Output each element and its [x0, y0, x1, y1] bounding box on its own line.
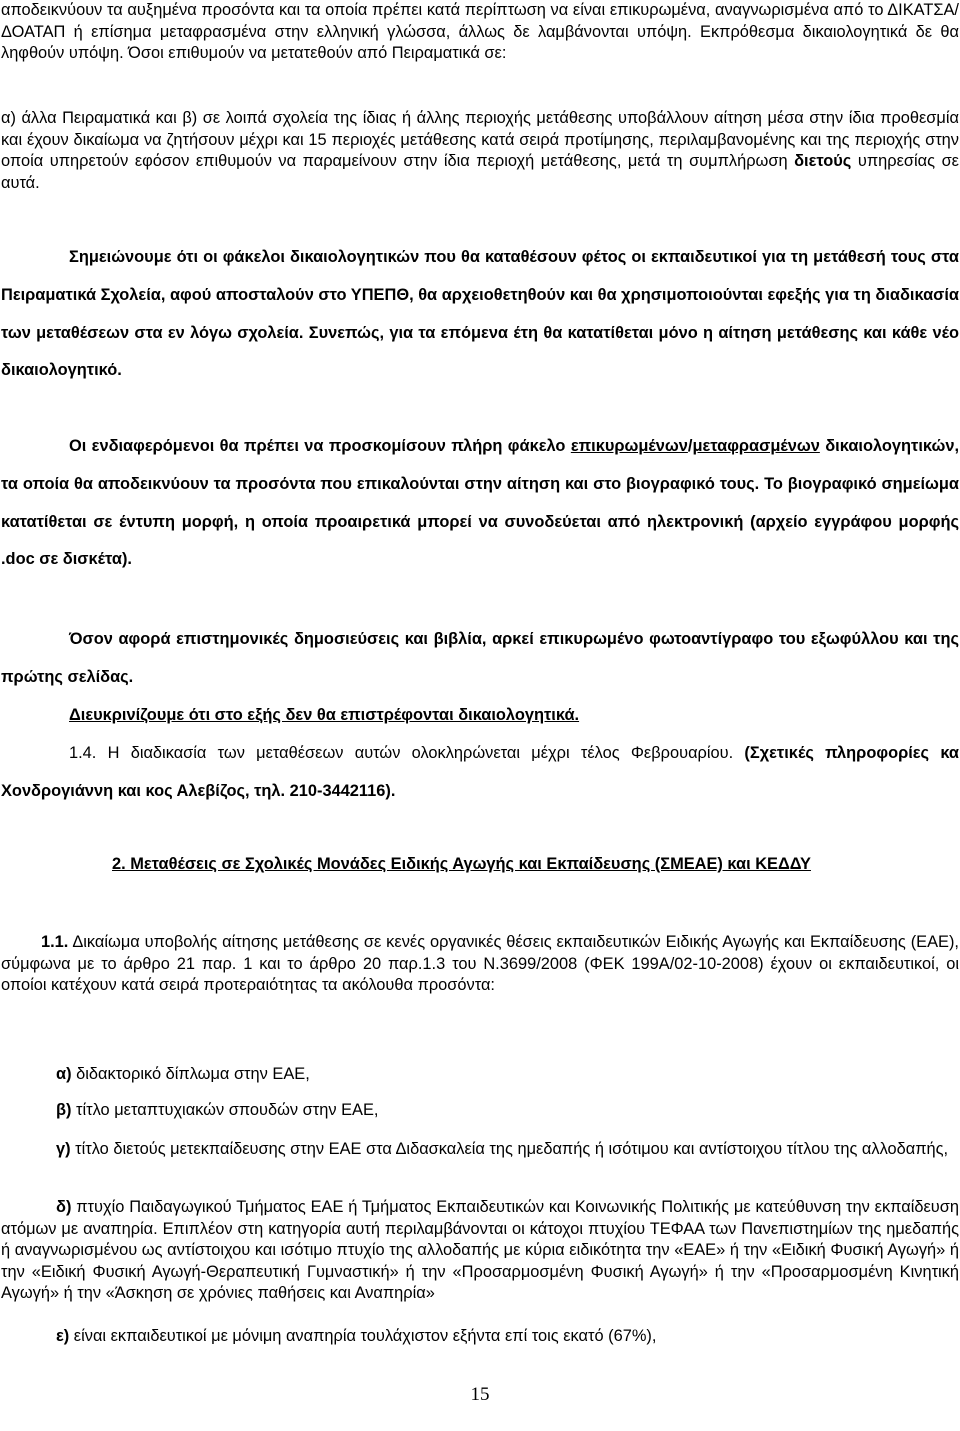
underlined-certified: επικυρωμένων	[570, 437, 688, 455]
list-item: ε) είναι εκπαιδευτικοί με μόνιμη αναπηρία τουλάχιστον εξήντα επί τοις εκατό (67%),	[56, 1327, 657, 1345]
list-item: δ) πτυχίο Παιδαγωγικού Τμήματος ΕΑΕ ή Τμήματος Εκπαιδευτικών και Κοινωνικής Πολιτικής με κατεύθυνση την εκπαίδευση ατόμων με αναπηρία. Επιπλέον στη κατηγορία αυτή περιλαμβάνονται οι κάτοχοι πτυχίου ΤΕΦΑΑ των Πανεπιστημίων της ημεδαπής ή αναγνωρισμένου ως αντίστοιχου και ισότιμο πτυχίο της αλλοδαπής με κύρια ειδικότητα την «ΕΑΕ» ή την «Ειδική Φυσική Αγωγή» ή την «Ειδική Φυσική Αγωγή-Θεραπευτική Γυμναστική» ή την «Προσαρμοσμένη Φυσική Αγωγή» ή την «Προσαρμοσμένη Κινητική Αγωγή» ή την «Άσκηση σε χρόνιες παθήσεις και Αναπηρία»	[1, 1198, 959, 1303]
paragraph-full-file: Οι ενδιαφερόμενοι θα πρέπει να προσκομίσουν πλήρη φάκελο επικυρωμένων/μεταφρασμένων δικαιολογητικών, τα οποία θα αποδεικνύουν τα προσόντα που επικαλούνται στην αίτηση και στο βιογραφικό τους. Το βιογραφικό σημείωμα κατατίθεται σε έντυπη μορφή, η οποία προαιρετικά μπορεί να συνοδεύεται από ηλεκτρονική (αρχείο εγγράφου μορφής .doc σε δισκέτα).	[1, 437, 959, 569]
list-item: α) διδακτορικό δίπλωμα στην ΕΑΕ,	[56, 1065, 310, 1083]
page-number: 15	[470, 1384, 490, 1405]
emphasis-two-year: διετούς	[794, 152, 852, 171]
underlined-translated: μεταφρασμένων	[692, 437, 820, 455]
paragraph-other-schools: α) άλλα Πειραματικά και β) σε λοιπά σχολεία της ίδιας ή άλλης περιοχής μετάθεσης υποβάλλουν αίτηση μέσα στην ίδια προθεσμία και έχουν δικαίωμα να ζητήσουν μέχρι και 15 περιοχές μετάθεσης κατά σειρά προτίμησης, περιλαμβανομένης και της περιοχής στην οποία υπηρετούν εφόσον επιθυμούν να παραμείνουν στην ίδια περιοχή μετάθεσης, μετά τη συμπλήρωση διετούς υπηρεσίας σε αυτά.	[1, 109, 959, 192]
section-heading: 2. Μεταθέσεις σε Σχολικές Μονάδες Ειδικής Αγωγής και Εκπαίδευσης (ΣΜΕΑΕ) και ΚΕΔΔΥ	[112, 855, 811, 873]
paragraph-files-note: Σημειώνουμε ότι οι φάκελοι δικαιολογητικών που θα καταθέσουν φέτος οι εκπαιδευτικοί για τη μετάθεσή τους στα Πειραματικά Σχολεία, αφού αποσταλούν στο ΥΠΕΠΘ, θα αρχειοθετηθούν και θα χρησιμοποιούνται εφεξής για τη διαδικασία των μεταθέσεων στα εν λόγω σχολεία. Συνεπώς, για τα επόμενα έτη θα κατατίθεται μόνο η αίτηση μετάθεσης και κάθε νέο δικαιολογητικό.	[1, 248, 959, 380]
paragraph-1-1: 1.1. Δικαίωμα υποβολής αίτησης μετάθεσης σε κενές οργανικές θέσεις εκπαιδευτικών Ειδικής Αγωγής και Εκπαίδευσης (ΕΑΕ), σύμφωνα με το άρθρο 21 παρ. 1 και το άρθρο 20 παρ.1.3 του Ν.3699/2008 (ΦΕΚ 199Α/02-10-2008) έχουν οι εκπαιδευτικοί, οι οποίοι κατέχουν κατά σειρά προτεραιότητας τα ακόλουθα προσόντα:	[1, 933, 959, 995]
list-item: γ) τίτλο διετούς μετεκπαίδευσης στην ΕΑΕ στα Διδασκαλεία της ημεδαπής ή ισότιμου και αντίστοιχου τίτλου της αλλοδαπής,	[56, 1140, 949, 1158]
paragraph-intro: αποδεικνύουν τα αυξημένα προσόντα και τα οποία πρέπει κατά περίπτωση να είναι επικυρωμένα, αναγνωρισμένα από το ΔΙΚΑΤΣΑ/ΔΟΑΤΑΠ ή επίσημα μεταφρασμένα στην ελληνική γλώσσα, άλλως δε λαμβάνονται υπόψη. Εκπρόθεσμα δικαιολογητικά δε θα ληφθούν υπόψη. Όσοι επιθυμούν να μετατεθούν από Πειραματικά σε:	[1, 1, 959, 63]
paragraph-1-4: 1.4. Η διαδικασία των μεταθέσεων αυτών ολοκληρώνεται μέχρι τέλος Φεβρουαρίου. (Σχετικές πληροφορίες κα Χονδρογιάννη και κος Αλεβίζος, τηλ. 210-3442116).	[1, 744, 960, 800]
paragraph-publications: Όσον αφορά επιστημονικές δημοσιεύσεις και βιβλία, αρκεί επικυρωμένο φωτοαντίγραφο του εξωφύλλου και της πρώτης σελίδας.	[1, 630, 959, 686]
list-item: β) τίτλο μεταπτυχιακών σπουδών στην ΕΑΕ,	[56, 1101, 379, 1119]
paragraph-no-return: Διευκρινίζουμε ότι στο εξής δεν θα επιστρέφονται δικαιολογητικά.	[69, 706, 580, 724]
